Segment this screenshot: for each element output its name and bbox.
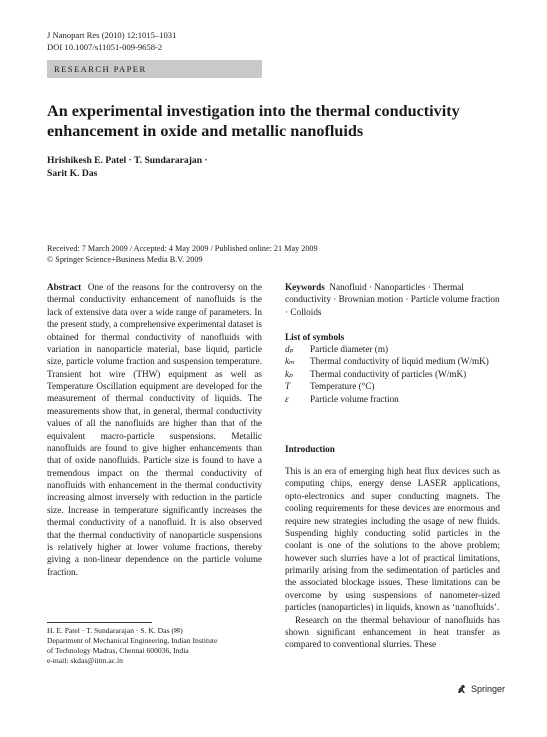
- keywords-text: Nanofluid · Nanoparticles · Thermal conductivity · Brownian motion · Particle volume fraction · Colloids: [285, 282, 500, 317]
- authors-line-1: Hrishikesh E. Patel · T. Sundararajan ·: [47, 155, 208, 166]
- symbol: kₚ: [285, 368, 293, 379]
- abstract-label: Abstract: [47, 282, 82, 292]
- symbols-heading: List of symbols: [285, 332, 345, 342]
- symbol-description: Particle diameter (m): [310, 344, 389, 354]
- authors-line-2: Sarit K. Das: [47, 168, 98, 179]
- dates-line: Received: 7 March 2009 / Accepted: 4 May 2009 / Published online: 21 May 2009: [47, 244, 318, 253]
- symbol-row: [285, 393, 500, 405]
- symbol: kₘ: [285, 356, 295, 367]
- abstract: [47, 281, 262, 578]
- symbol: ε: [285, 393, 289, 404]
- author-list: [47, 154, 347, 180]
- publisher-name: Springer: [471, 684, 506, 694]
- symbol-row: [285, 355, 500, 367]
- springer-horse-icon: [456, 683, 468, 695]
- affiliation-authors: H. E. Patel · T. Sundararajan · S. K. Das (✉): [47, 626, 183, 635]
- symbol: dₚ: [285, 344, 294, 354]
- symbol-row: [285, 343, 500, 355]
- footnote-rule: [47, 622, 152, 623]
- paper-title: An experimental investigation into the thermal conductivity enhancement in oxide and metallic nanofluids: [47, 102, 460, 140]
- introduction-body: [285, 465, 500, 651]
- symbol-description: Particle volume fraction: [310, 393, 399, 404]
- symbol-description: Thermal conductivity of particles (W/mK): [310, 368, 467, 379]
- publication-dates: [47, 243, 318, 265]
- introduction-heading: Introduction: [285, 444, 335, 454]
- intro-paragraph-2: Research on the thermal behaviour of nanofluids has shown significant enhancement in heat transfer as compared to conventional slurries. These: [285, 614, 500, 650]
- symbol-description: Temperature (°C): [310, 381, 375, 392]
- symbol-row: [285, 368, 500, 380]
- affiliation-department: Department of Mechanical Engineering, Indian Institute: [47, 636, 218, 645]
- symbol-description: Thermal conductivity of liquid medium (W/mK): [310, 356, 489, 367]
- copyright-line: © Springer Science+Business Media B.V. 2009: [47, 255, 203, 264]
- symbols-list: [285, 343, 500, 405]
- affiliation-institute: of Technology Madras, Chennai 600036, India: [47, 646, 189, 655]
- symbol-row: [285, 380, 500, 392]
- author-affiliation: [47, 626, 277, 666]
- journal-info: [47, 29, 176, 53]
- keywords-label: Keywords: [285, 282, 325, 292]
- publisher-logo: [456, 683, 505, 695]
- abstract-text: One of the reasons for the controversy on the thermal conductivity enhancement of nanofluids is the lack of extensive data over a wide range of parameters. In the present study, a comprehensive experimental dataset is obtained for thermal conductivity of nanofluids with variation in nanoparticle material, base liquid, particle size, particle volume fraction and suspension temperature. Transient hot wire (THW) equipment as well as Temperature Oscillation equipment are developed for the measurement of thermal conductivity of liquids. The measurements show that, in general, thermal conductivity values of all the nanofluids are higher than that of the equivalent macro-particle suspensions. Metallic nanofluids are found to give higher enhancements than that of oxide nanofluids. Particle size is found to have a tremendous impact on the thermal conductivity of nanofluids with enhancement in the thermal conductivity increasing almost inversely with reduction in the particle size. Increase in temperature significantly increases the thermal conductivity of a nanofluid. It is also observed that the thermal conductivity of nanoparticle suspensions is relatively higher at lower volume fractions, thereby giving a non-linear dependence on the particle volume fraction.: [47, 282, 262, 577]
- keywords: [285, 281, 500, 318]
- affiliation-email: e-mail: skdas@iitm.ac.in: [47, 656, 123, 665]
- doi: DOI 10.1007/s11051-009-9658-2: [47, 42, 163, 52]
- intro-paragraph-1: This is an era of emerging high heat flux devices such as computing chips, energy dense LASER applications, opto-electronics and super conducting magnets. The cooling requirements for these devices are enormous and require new strategies including the usage of new fluids. Suspending highly conducting solid particles in the coolant is one of the solutions to the above problem; however such slurries have a lot of practical limitations, primarily arising from the sedimentation of particles and the associated blockage issues. These limitations can be overcome by using suspensions of nanometer-sized particles (nanoparticles) in liquids, known as ‘nanofluids’.: [285, 466, 500, 613]
- symbol: T: [285, 381, 291, 392]
- article-type-banner: RESEARCH PAPER: [47, 60, 262, 78]
- journal-citation: J Nanopart Res (2010) 12:1015–1031: [47, 30, 177, 40]
